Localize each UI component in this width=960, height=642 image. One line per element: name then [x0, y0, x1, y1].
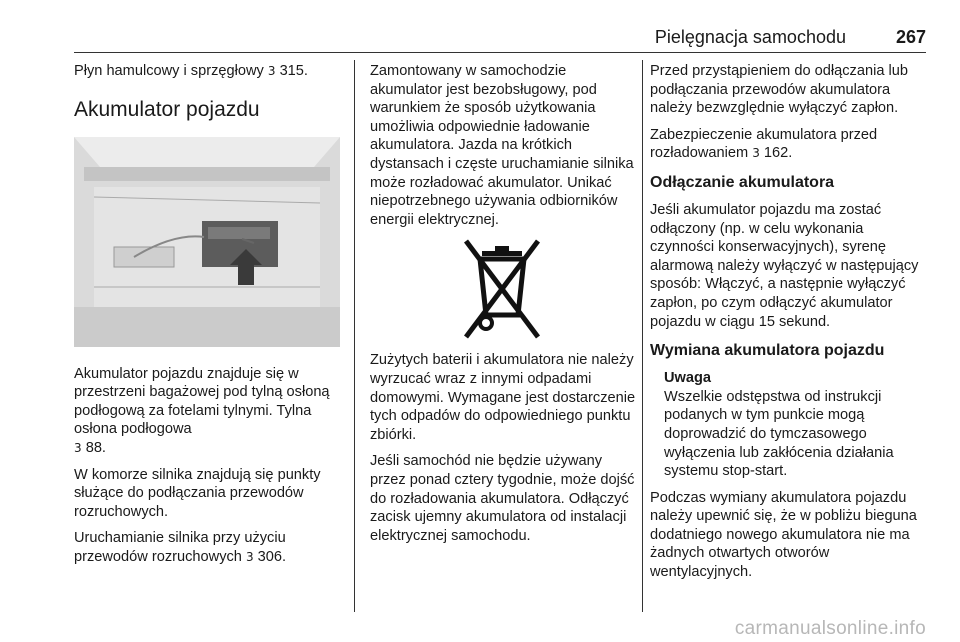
header-title: Pielęgnacja samochodu	[654, 27, 846, 47]
watermark: carmanualsonline.info	[734, 618, 926, 639]
page-reference[interactable]: 88.	[85, 439, 106, 456]
page-header	[74, 26, 926, 53]
reference-arrow-icon: 3	[752, 146, 760, 161]
replace-heading: Wymiana akumulatora pojazdu	[650, 342, 885, 360]
reference-arrow-icon: 3	[74, 440, 82, 455]
replacement-paragraph: Podczas wymiany akumulatora pojazdu należy upewnić się, że w pobliżu bieguna dodatniego nowego akumulatora nie ma żadnych otwartych otworów wentylacyjnych.	[650, 489, 917, 581]
page-reference[interactable]: 162.	[763, 145, 793, 162]
battery-trunk-photo	[74, 137, 340, 347]
note-box	[664, 369, 930, 481]
reference-arrow-icon: 3	[267, 64, 276, 78]
ignition-off-paragraph: Przed przystąpieniem do odłączania lub podłączania przewodów akumulatora należy bezwzględnie wyłączyć zapłon.	[650, 63, 908, 117]
jump-start-paragraph: Uruchamianie silnika przy użyciu przewodów rozruchowych 3 306.	[74, 530, 287, 565]
section-title: Akumulator pojazdu	[74, 97, 260, 121]
column-divider-1	[354, 60, 355, 612]
column-2	[370, 62, 636, 553]
crossed-out-bin-icon	[440, 237, 564, 341]
column-divider-2	[642, 60, 643, 612]
brake-fluid-line: Płyn hamulcowy i sprzęgłowy 3 315.	[74, 63, 308, 79]
column-3	[650, 62, 930, 590]
page-number: 267	[895, 27, 926, 47]
disposal-paragraph: Zużytych baterii i akumulatora nie należy wyrzucać wraz z innymi odpadami domowymi. Wymagane jest dostarczenie tych odpadów do odpowiedniego punktu zbiórki.	[370, 352, 636, 443]
disconnect-paragraph: Jeśli akumulator pojazdu ma zostać odłączony (np. w celu wykonania czynności konserwacyjnych), syrenę alarmową należy wyłączyć w następujący sposób: Włączyć, a następnie wyłączyć zapłon, po czym odłączyć akumulator pojazdu w ciągu 15 sekund.	[650, 201, 919, 330]
reference-arrow-icon: 3	[245, 549, 254, 564]
page-reference[interactable]: 306.	[257, 548, 287, 565]
note-text: Wszelkie odstępstwa od instrukcji podanych w tym punkcie mogą doprowadzić do tymczasowego wyłączenia lub zakłócenia działania systemu stop-start.	[664, 388, 894, 480]
storage-paragraph: Jeśli samochód nie będzie używany przez ponad cztery tygodnie, może dojść do rozładowania akumulatora. Odłączyć zacisk ujemny akumulatora od instalacji elektrycznej samochodu.	[370, 453, 635, 544]
disconnect-heading: Odłączanie akumulatora	[650, 173, 835, 191]
page-reference[interactable]: 315.	[279, 63, 308, 79]
battery-location-paragraph: Akumulator pojazdu znajduje się w przestrzeni bagażowej pod tylną osłoną podłogową za fotelami tylnymi. Tylna osłona podłogowa 3 88.	[74, 365, 330, 456]
column-1	[74, 62, 340, 575]
discharge-protection-paragraph: Zabezpieczenie akumulatora przed rozładowaniem 3 162.	[650, 126, 878, 162]
note-title: Uwaga	[664, 370, 712, 387]
jump-points-paragraph: W komorze silnika znajdują się punkty służące do podłączania przewodów rozruchowych.	[74, 466, 321, 520]
maintenance-free-paragraph: Zamontowany w samochodzie akumulator jest bezobsługowy, pod warunkiem że sposób użytkowania umożliwia odpowiednie ładowanie akumulatora. Jazda na krótkich dystansach i częste uruchamianie silnika może rozładować akumulator. Unikać niepotrzebnego używania odbiorników energii elektrycznej.	[370, 63, 634, 228]
